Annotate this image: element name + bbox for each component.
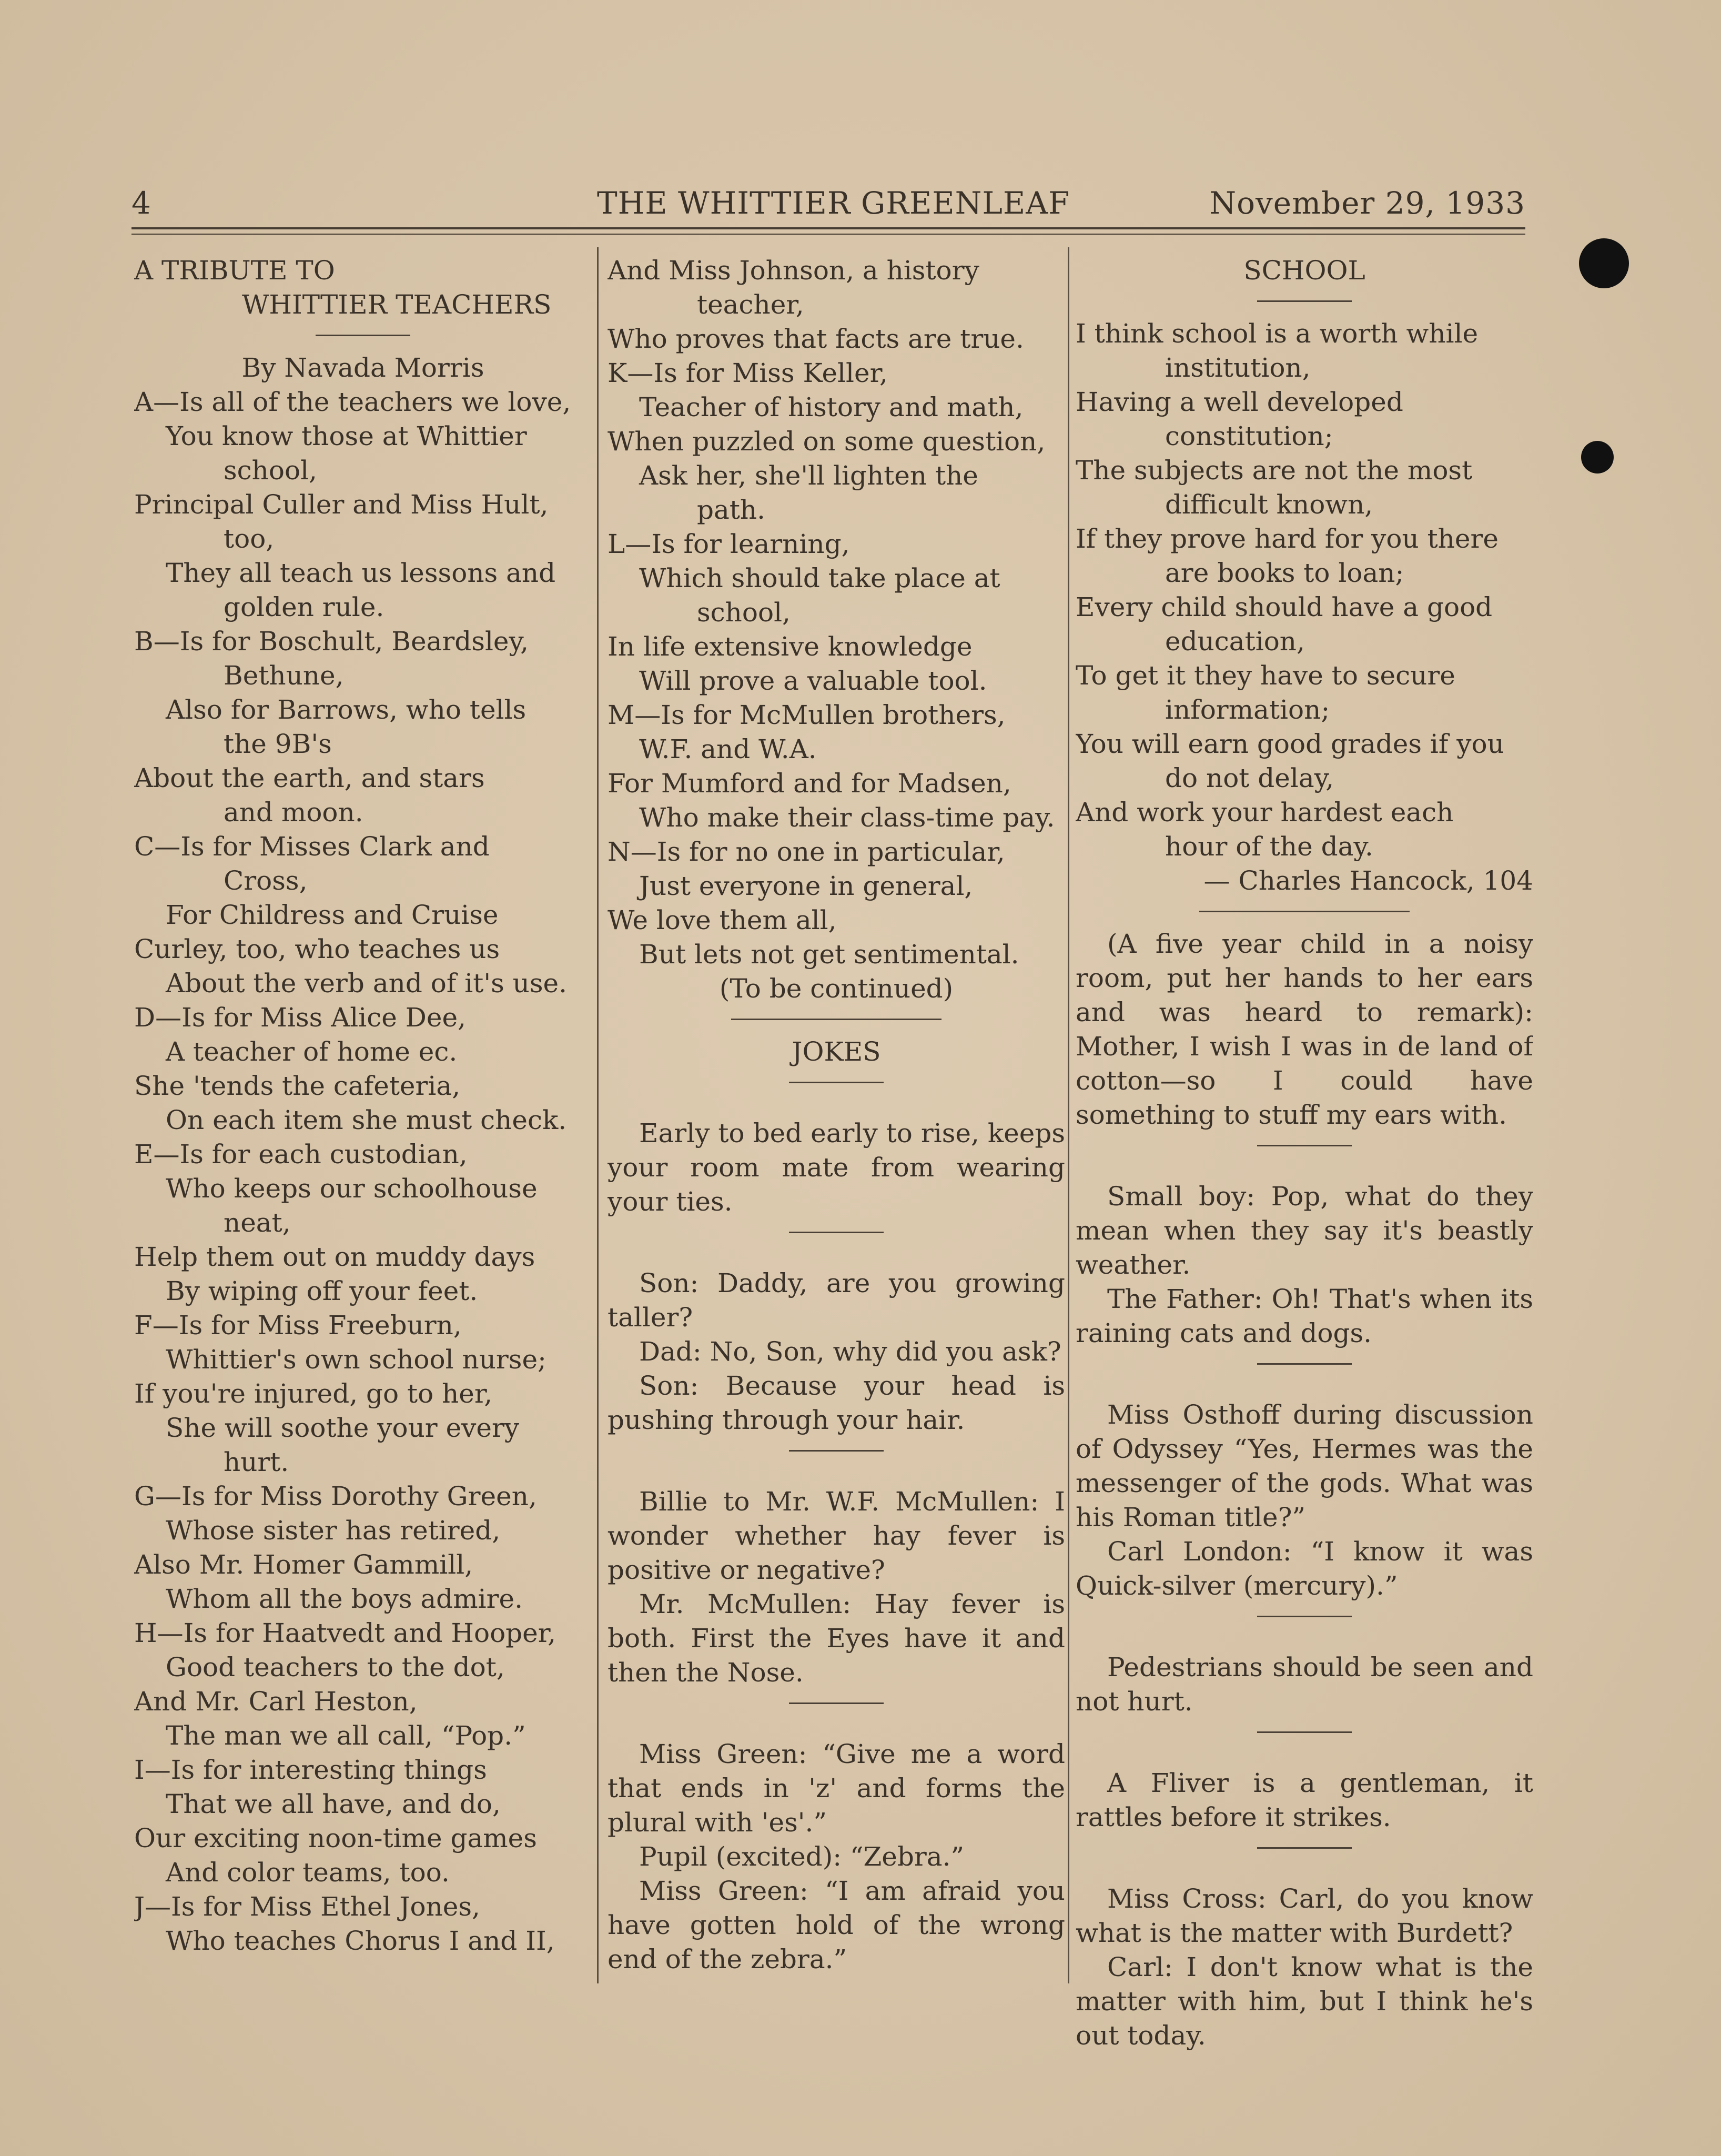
column-divider [1068, 247, 1069, 1983]
poem-line: You know those at Whittier [166, 421, 527, 451]
header-rule [131, 227, 1525, 229]
jokes-list [608, 1116, 1065, 1977]
poem-line: H—Is for Haatvedt and Hooper, [134, 1618, 556, 1648]
poem-line: path. [697, 495, 766, 525]
poem-continued [608, 254, 1065, 972]
poem-line: For Mumford and for Madsen, [608, 768, 1011, 799]
poem-line: K—Is for Miss Keller, [608, 358, 888, 388]
poem-line: If you're injured, go to her, [134, 1378, 493, 1409]
poem-line: D—Is for Miss Alice Dee, [134, 1002, 466, 1033]
joke-paragraph: Mr. McMullen: Hay fever is both. First the Eyes have it and then the Nose. [608, 1589, 1065, 1688]
divider [608, 1437, 1065, 1466]
poem-line: But lets not get sentimental. [639, 939, 1019, 970]
divider [134, 322, 592, 351]
poem-line: Teacher of history and math, [639, 392, 1024, 422]
poem-line: We love them all, [608, 905, 837, 935]
poem-line: Just everyone in general, [639, 871, 973, 901]
poem-line: Also Mr. Homer Gammill, [134, 1549, 473, 1580]
poem-line: school, [224, 455, 317, 486]
poem-line: Whittier's own school nurse; [166, 1344, 546, 1375]
poem-line: Ask her, she'll lighten the [639, 460, 978, 491]
poem-line: and moon. [224, 797, 363, 828]
column-3 [1076, 254, 1533, 2053]
poem-line: If they prove hard for you there [1076, 523, 1499, 554]
joke-paragraph: Carl London: “I know it was Quick-silver (mercury).” [1076, 1536, 1533, 1601]
section-heading: SCHOOL [1243, 255, 1365, 286]
poem-body [1076, 317, 1533, 864]
poem-line: For Childress and Cruise [166, 900, 499, 930]
section-heading: JOKES [792, 1036, 881, 1067]
poem-line: By wiping off your feet. [166, 1276, 478, 1306]
poem-line: She 'tends the cafeteria, [134, 1071, 461, 1101]
paper-title: THE WHITTIER GREENLEAF [597, 185, 1070, 221]
poem-line: Our exciting noon-time games [134, 1823, 537, 1853]
divider [1076, 898, 1533, 927]
poem-line: hour of the day. [1165, 831, 1373, 862]
poem-line: Who keeps our schoolhouse [166, 1173, 538, 1204]
joke-paragraph: Miss Cross: Carl, do you know what is the matter with Burdett? [1076, 1883, 1533, 1948]
poem-line: Will prove a valuable tool. [639, 666, 987, 696]
poem-line: B—Is for Boschult, Beardsley, [134, 626, 529, 657]
poem-line: L—Is for learning, [608, 529, 850, 559]
joke-paragraph: Early to bed early to rise, keeps your room mate from wearing your ties. [608, 1118, 1065, 1217]
poem-line: Who proves that facts are true. [608, 324, 1024, 354]
poem-line: J—Is for Miss Ethel Jones, [134, 1891, 480, 1922]
poem-line: In life extensive knowledge [608, 631, 973, 662]
byline: By Navada Morris [241, 352, 484, 383]
poem-line: About the earth, and stars [134, 763, 485, 793]
poem-line: A—Is all of the teachers we love, [134, 387, 571, 417]
jokes-list [1076, 927, 1533, 2053]
to-be-continued: (To be continued) [719, 973, 954, 1004]
article-title: A TRIBUTE TO [134, 255, 335, 286]
page-number: 4 [131, 185, 151, 221]
joke-paragraph: Son: Daddy, are you growing taller? [608, 1268, 1065, 1333]
joke-paragraph: Carl: I don't know what is the matter with him, but I think he's out today. [1076, 1952, 1533, 2051]
joke-paragraph: Small boy: Pop, what do they mean when they say it's beastly weather. [1076, 1181, 1533, 1280]
poem-line: G—Is for Miss Dorothy Green, [134, 1481, 537, 1512]
divider [608, 1069, 1065, 1098]
divider [1076, 1603, 1533, 1632]
column-divider [597, 247, 599, 1983]
poem-line: When puzzled on some question, [608, 426, 1046, 457]
poem-line: W.F. and W.A. [639, 734, 817, 764]
poem-line: F—Is for Miss Freeburn, [134, 1310, 462, 1341]
poem-line: You will earn good grades if you [1076, 729, 1504, 759]
poem-line: hurt. [224, 1447, 289, 1477]
poem-line: And color teams, too. [166, 1857, 450, 1888]
divider [608, 1006, 1065, 1035]
poem-line: About the verb and of it's use. [166, 968, 567, 999]
poem-line: Bethune, [224, 660, 344, 691]
punch-hole [1581, 441, 1614, 473]
poem-line: To get it they have to secure [1076, 660, 1455, 691]
divider [1076, 1835, 1533, 1863]
poem-line: I—Is for interesting things [134, 1755, 487, 1785]
poem-line: Curley, too, who teaches us [134, 934, 500, 964]
poem-line: teacher, [697, 289, 804, 320]
divider [1076, 1132, 1533, 1161]
divider [1076, 1351, 1533, 1379]
issue-date: November 29, 1933 [1209, 185, 1525, 221]
poem-line: golden rule. [224, 592, 384, 622]
masthead [131, 185, 1525, 227]
poem-line: education, [1165, 626, 1305, 657]
poem-line: They all teach us lessons and [166, 558, 556, 588]
poem-line: N—Is for no one in particular, [608, 837, 1005, 867]
joke-paragraph: Miss Green: “Give me a word that ends in 'z' and forms the plural with 'es'.” [608, 1739, 1065, 1838]
poem-line: That we all have, and do, [166, 1789, 501, 1819]
punch-hole [1579, 238, 1629, 288]
author-credit: — Charles Hancock, 104 [1203, 865, 1533, 896]
poem-line: Whose sister has retired, [166, 1515, 501, 1546]
joke-paragraph: Miss Green: “I am afraid you have gotten hold of the wrong end of the zebra.” [608, 1876, 1065, 1974]
joke-paragraph: Miss Osthoff during discussion of Odyssey “Yes, Hermes was the messenger of the gods. What was his Roman title?” [1076, 1399, 1533, 1533]
poem-line: the 9B's [224, 729, 332, 759]
poem-line: are books to loan; [1165, 558, 1404, 588]
column-2 [608, 254, 1065, 1977]
poem-line: Whom all the boys admire. [166, 1584, 523, 1614]
joke-paragraph: Pedestrians should be seen and not hurt. [1076, 1652, 1533, 1717]
poem-line: Every child should have a good [1076, 592, 1493, 622]
poem-line: do not delay, [1165, 763, 1334, 793]
poem-line: difficult known, [1165, 489, 1373, 520]
poem-line: A teacher of home ec. [166, 1036, 458, 1067]
poem-line: Principal Culler and Miss Hult, [134, 489, 549, 520]
poem-line: I think school is a worth while [1076, 318, 1479, 349]
joke-paragraph: Dad: No, Son, why did you ask? [639, 1336, 1061, 1367]
poem-line: On each item she must check. [166, 1105, 567, 1135]
poem-line: The subjects are not the most [1076, 455, 1473, 486]
poem-line: C—Is for Misses Clark and [134, 831, 490, 862]
joke-paragraph: Son: Because your head is pushing through your hair. [608, 1371, 1065, 1435]
poem-line: Help them out on muddy days [134, 1242, 535, 1272]
divider [1076, 288, 1533, 317]
poem-line: Good teachers to the dot, [166, 1652, 505, 1683]
poem-line: institution, [1165, 352, 1311, 383]
poem-line: E—Is for each custodian, [134, 1139, 468, 1170]
poem-line: M—Is for McMullen brothers, [608, 700, 1006, 730]
joke-paragraph: A Fliver is a gentleman, it rattles before it strikes. [1076, 1768, 1533, 1832]
divider [608, 1690, 1065, 1719]
poem-line: She will soothe your every [166, 1413, 520, 1443]
article-title: WHITTIER TEACHERS [242, 289, 552, 320]
poem-line: neat, [224, 1207, 291, 1238]
divider [608, 1219, 1065, 1248]
poem-line: And work your hardest each [1076, 797, 1454, 828]
divider [1076, 1719, 1533, 1748]
header-rule-thin [131, 234, 1525, 235]
poem-body [134, 385, 592, 1958]
poem-line: constitution; [1165, 421, 1333, 451]
poem-line: too, [224, 523, 275, 554]
column-1 [134, 254, 592, 1958]
poem-line: school, [697, 597, 791, 628]
poem-line: Also for Barrows, who tells [166, 694, 527, 725]
poem-line: Cross, [224, 865, 308, 896]
joke-paragraph: Billie to Mr. W.F. McMullen: I wonder whether hay fever is positive or negative? [608, 1486, 1065, 1585]
poem-line: Who teaches Chorus I and II, [166, 1926, 555, 1956]
joke-paragraph: Pupil (excited): “Zebra.” [639, 1841, 965, 1872]
joke-paragraph: (A five year child in a noisy room, put her hands to her ears and was heard to remark): Mother, I wish I was in de land of cotton—so I could have something to stuff my ears with. [1076, 929, 1533, 1130]
poem-line: Who make their class-time pay. [639, 802, 1055, 833]
poem-line: And Mr. Carl Heston, [134, 1686, 418, 1717]
poem-line: Which should take place at [639, 563, 1000, 593]
joke-paragraph: The Father: Oh! That's when its raining cats and dogs. [1076, 1284, 1533, 1348]
poem-line: And Miss Johnson, a history [608, 255, 979, 286]
poem-line: The man we all call, “Pop.” [166, 1720, 526, 1751]
poem-line: Having a well developed [1076, 387, 1403, 417]
poem-line: information; [1165, 694, 1330, 725]
